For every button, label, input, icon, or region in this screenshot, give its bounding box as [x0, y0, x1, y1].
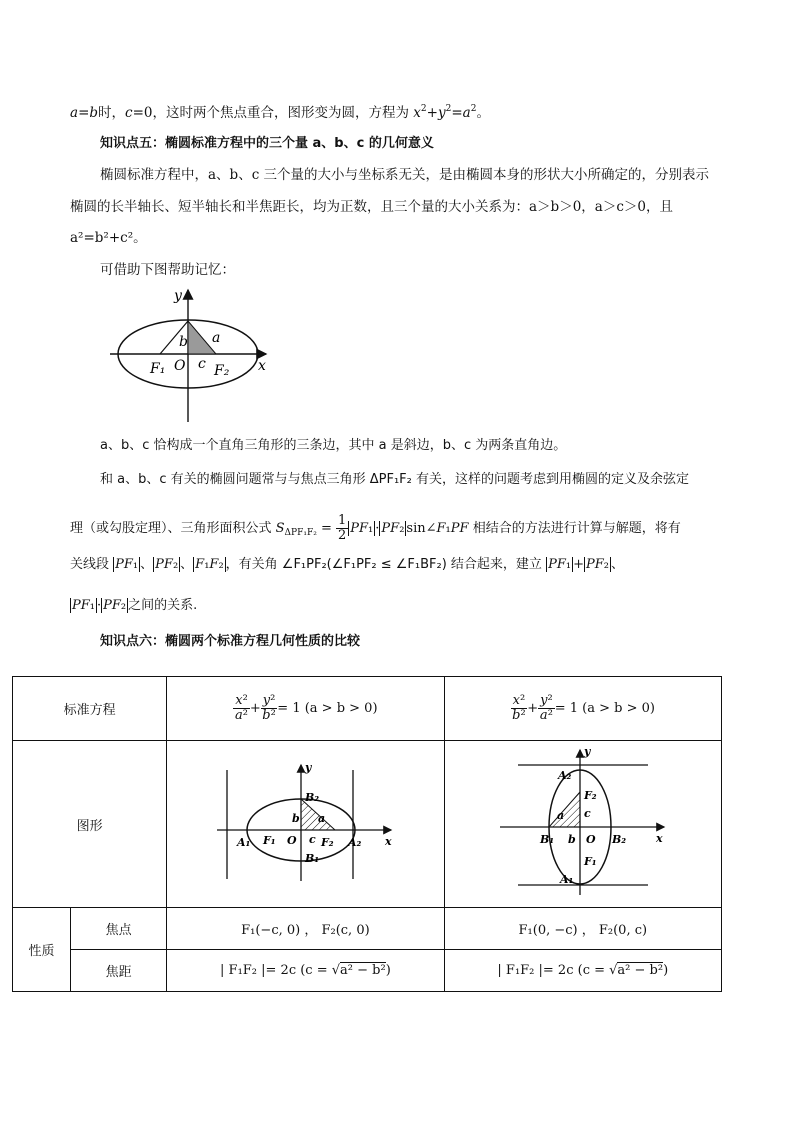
svg-text:x: x	[655, 832, 663, 845]
figure-vertical-cell	[444, 741, 721, 908]
svg-text:c: c	[309, 833, 317, 846]
equation-vertical: $\frac{\text{x²}}{\text{b²}}$ + $\frac{\text{y²}}{\text{a²}}$ = 1 (a > b > 0)	[444, 677, 721, 741]
svg-text:A₂: A₂	[557, 769, 572, 782]
svg-text:A₁: A₁	[559, 873, 574, 886]
section5-para4-line2: 理（或勾股定理）、三角形面积公式 $S_{\Delta PF_1F_2}$ = $\frac{1}{2}$ PF₁ · PF₂ sin∠F₁PF 相结合的方法进行计算与解题，将有	[70, 513, 681, 543]
table-row	[13, 950, 722, 992]
section5-para4-line1: 和 a、b、c 有关的椭圆问题常与与焦点三角形 ΔPF₁F₂ 有关，这样的问题考虑到用椭圆的定义及余弦定	[100, 472, 690, 487]
table-row	[13, 677, 722, 741]
table-row	[13, 741, 722, 908]
svg-text:a: a	[318, 812, 326, 825]
svg-text:F₂: F₂	[583, 789, 597, 802]
focus-horizontal: F₁(−c, 0) ， F₂(c, 0)	[167, 908, 444, 950]
row-label-properties: 性质	[13, 908, 71, 992]
svg-text:A₁: A₁	[237, 836, 251, 849]
row-label-focus: 焦点	[71, 908, 167, 950]
svg-text:A₂: A₂	[348, 836, 362, 849]
focal-distance-vertical: | F₁F₂ |= 2c (c = √a² − b²)	[444, 950, 721, 992]
section5-para1-line1: 椭圆标准方程中，a、b、c 三个量的大小与坐标系无关，是由椭圆本身的形状大小所确定的，分别表示	[100, 167, 710, 183]
comparison-table	[12, 676, 722, 992]
svg-text:F₁: F₁	[263, 834, 277, 847]
svg-text:O: O	[585, 833, 596, 846]
x-label: x	[258, 358, 266, 374]
section5-title: 知识点五：椭圆标准方程中的三个量 a、b、c 的几何意义	[100, 136, 434, 151]
svg-text:y: y	[583, 747, 591, 758]
svg-text:c: c	[583, 807, 591, 820]
svg-text:a: a	[556, 809, 564, 822]
equation-horizontal: $\frac{\text{x²}}{\text{a²}}$ + $\frac{\text{y²}}{\text{b²}}$ = 1 (a > b > 0)	[167, 677, 444, 741]
svg-text:F₂: F₂	[321, 836, 335, 849]
row-label-equation: 标准方程	[13, 677, 167, 741]
svg-text:B₁: B₁	[305, 852, 320, 865]
vertical-ellipse-figure	[498, 747, 668, 897]
row-label-focal-distance: 焦距	[71, 950, 167, 992]
y-label: y	[174, 288, 182, 304]
figure-horizontal-cell	[167, 741, 444, 908]
intro-line: a=b时，c=0，这时两个焦点重合，图形变为圆，方程为 $x^2+y^2=a^2$。	[70, 104, 490, 121]
focus-vertical: F₁(0, −c) ， F₂(0, c)	[444, 908, 721, 950]
section5-para1-line3: a²=b²+c²。	[70, 230, 147, 246]
section5-para2: 可借助下图帮助记忆：	[100, 262, 235, 278]
svg-text:b: b	[292, 812, 301, 825]
svg-text:B₂: B₂	[611, 833, 626, 846]
area-formula: $S_{\Delta PF_1F_2}$ = $\frac{1}{2}$ PF₁ · PF₂ sin∠F₁PF	[275, 513, 469, 543]
svg-text:b: b	[567, 833, 576, 846]
svg-text:F₁: F₁	[583, 855, 597, 868]
label-c: c	[198, 356, 206, 372]
ellipse-triangle-diagram	[100, 284, 280, 426]
svg-text:B₂: B₂	[305, 791, 320, 804]
label-a: a	[212, 330, 221, 346]
label-F2: F₂	[214, 363, 230, 379]
svg-text:O: O	[287, 834, 297, 847]
section6-title: 知识点六：椭圆两个标准方程几何性质的比较	[100, 634, 361, 649]
section5-para4-line4: PF₁ · PF₂ 之间的关系.	[72, 598, 198, 613]
label-F1: F₁	[150, 361, 166, 377]
svg-text:y: y	[305, 761, 312, 774]
label-b: b	[179, 334, 188, 350]
svg-text:B₁: B₁	[539, 833, 554, 846]
row-label-figure: 图形	[13, 741, 167, 908]
focal-distance-horizontal: | F₁F₂ |= 2c (c = √a² − b²)	[167, 950, 444, 992]
section5-para3: a、b、c 恰构成一个直角三角形的三条边，其中 a 是斜边，b、c 为两条直角边。	[100, 438, 567, 453]
section5-para1-line2: 椭圆的长半轴长、短半轴长和半焦距长，均为正数，且三个量的大小关系为：a＞b＞0，a＞c＞0，且	[70, 199, 673, 215]
horizontal-ellipse-figure	[215, 757, 395, 887]
svg-text:x: x	[385, 835, 392, 848]
label-O: O	[174, 358, 186, 374]
section5-para4-line3: 关线段 PF₁ 、 PF₂ 、 F₁F₂ ，有关角 ∠F₁PF₂(∠F₁PF₂ ≤ ∠F₁BF₂) 结合起来，建立 PF₁ + PF₂ 、	[70, 557, 624, 572]
table-row	[13, 908, 722, 950]
